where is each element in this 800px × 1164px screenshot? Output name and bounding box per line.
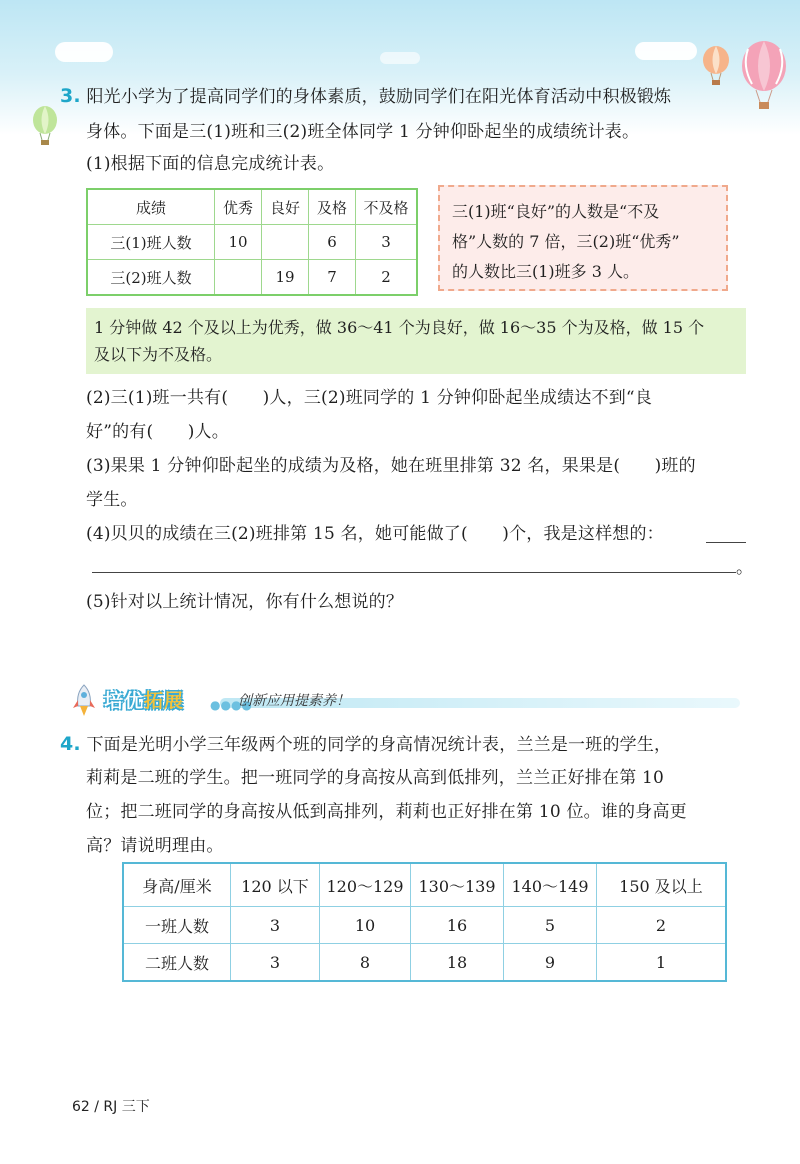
- table-cell: 3: [231, 944, 320, 982]
- q3-number: 3.: [60, 85, 81, 107]
- table-header-cell: 120～129: [320, 863, 411, 907]
- hot-air-balloon-icon-small: [700, 46, 732, 86]
- table-header-cell: 身高/厘米: [123, 863, 231, 907]
- banner-title: [104, 686, 184, 713]
- table-cell: 8: [320, 944, 411, 982]
- rocket-icon: [70, 684, 98, 718]
- hot-air-balloon-icon-large: [738, 40, 790, 112]
- note-line: 格”人数的 7 倍，三(2)班“优秀”: [452, 232, 680, 251]
- table-cell: 2: [597, 907, 727, 944]
- section-banner: [70, 684, 746, 718]
- cloud-small: [380, 52, 420, 64]
- cloud-left: [55, 42, 113, 62]
- q3-part4-end: 。: [736, 558, 754, 578]
- table-cell: 一班人数: [123, 907, 231, 944]
- table-cell: 2: [356, 260, 418, 296]
- table-header-row: [87, 189, 417, 225]
- q3-part2-line1: (2)三(1)班一共有( )人，三(2)班同学的 1 分钟仰卧起坐成绩达不到“良: [86, 388, 653, 408]
- q4-line2: 莉莉是二班的学生。把一班同学的身高按从高到低排列，兰兰正好排在第 10: [86, 768, 665, 788]
- table-cell-blank[interactable]: [262, 225, 309, 260]
- table-header-cell: 140～149: [504, 863, 597, 907]
- cloud-right: [635, 42, 697, 60]
- rule-line: 1 分钟做 42 个及以上为优秀，做 36～41 个为良好，做 16～35 个为及格，做 15 个: [94, 318, 705, 337]
- q3-grading-rule: [86, 308, 746, 374]
- rule-line: 及以下为不及格。: [94, 345, 223, 364]
- table-cell: 二班人数: [123, 944, 231, 982]
- q3-hint-note: [438, 185, 728, 291]
- q4-line4: 高？请说明理由。: [86, 836, 224, 856]
- table-cell: 6: [309, 225, 356, 260]
- q3-part1: (1)根据下面的信息完成统计表。: [86, 154, 335, 174]
- table-cell: 3: [356, 225, 418, 260]
- table-cell: 1: [597, 944, 727, 982]
- q3-intro-line1: [60, 84, 671, 109]
- q3-part3-line1: (3)果果 1 分钟仰卧起坐的成绩为及格，她在班里排第 32 名，果果是( )班的: [86, 456, 696, 476]
- table-cell: 9: [504, 944, 597, 982]
- table-cell: 三(1)班人数: [87, 225, 215, 260]
- table-cell: 5: [504, 907, 597, 944]
- table-header-cell: 不及格: [356, 189, 418, 225]
- table-cell: 19: [262, 260, 309, 296]
- table-cell: 18: [411, 944, 504, 982]
- table-header-cell: 130～139: [411, 863, 504, 907]
- table-header-row: [123, 863, 726, 907]
- q3-intro-line2: 身体。下面是三(1)班和三(2)班全体同学 1 分钟仰卧起坐的成绩统计表。: [86, 122, 640, 142]
- q3-part2-line2: 好”的有( )人。: [86, 422, 229, 442]
- table-cell-blank[interactable]: [215, 260, 262, 296]
- banner-title-a: 培优: [104, 690, 145, 712]
- table-row: [87, 225, 417, 260]
- banner-dots: ●●●●: [210, 698, 252, 712]
- table-cell: 10: [320, 907, 411, 944]
- note-line: 的人数比三(1)班多 3 人。: [452, 262, 640, 281]
- table-cell: 16: [411, 907, 504, 944]
- table-header-cell: 120 以下: [231, 863, 320, 907]
- banner-title-b: 拓展: [144, 690, 185, 712]
- sky-header-background: [0, 0, 800, 135]
- table-row: [87, 260, 417, 296]
- q3-part4-answer-line2[interactable]: [92, 572, 736, 573]
- banner-subtitle: 创新应用提素养！: [238, 693, 350, 709]
- table-header-cell: 成绩: [87, 189, 215, 225]
- table-header-cell: 150 及以上: [597, 863, 727, 907]
- hot-air-balloon-icon-green: [30, 106, 60, 146]
- q4-height-table: [122, 862, 727, 982]
- q4-line3: 位；把二班同学的身高按从低到高排列，莉莉也正好排在第 10 位。谁的身高更: [86, 802, 687, 822]
- table-cell: 7: [309, 260, 356, 296]
- table-cell: 10: [215, 225, 262, 260]
- table-cell: 3: [231, 907, 320, 944]
- table-header-cell: 及格: [309, 189, 356, 225]
- page-footer: 62 / RJ 三下: [72, 1099, 150, 1115]
- note-line: 三(1)班“良好”的人数是“不及: [452, 202, 660, 221]
- q4-number: 4.: [60, 733, 81, 755]
- q3-intro-text: 阳光小学为了提高同学们的身体素质，鼓励同学们在阳光体育活动中积极锻炼: [86, 87, 672, 107]
- q4-text: 下面是光明小学三年级两个班的同学的身高情况统计表，兰兰是一班的学生，: [86, 735, 672, 755]
- q3-part5: (5)针对以上统计情况，你有什么想说的？: [86, 592, 404, 612]
- table-row: [123, 907, 726, 944]
- table-header-cell: 良好: [262, 189, 309, 225]
- table-header-cell: 优秀: [215, 189, 262, 225]
- table-cell: 三(2)班人数: [87, 260, 215, 296]
- table-row: [123, 944, 726, 982]
- q3-part4-line1: (4)贝贝的成绩在三(2)班排第 15 名，她可能做了( )个，我是这样想的：: [86, 524, 664, 544]
- q3-part4-answer-line1[interactable]: [706, 542, 746, 543]
- q3-part3-line2: 学生。: [86, 490, 138, 510]
- q4-line1: [60, 732, 671, 757]
- q3-score-table: [86, 188, 418, 296]
